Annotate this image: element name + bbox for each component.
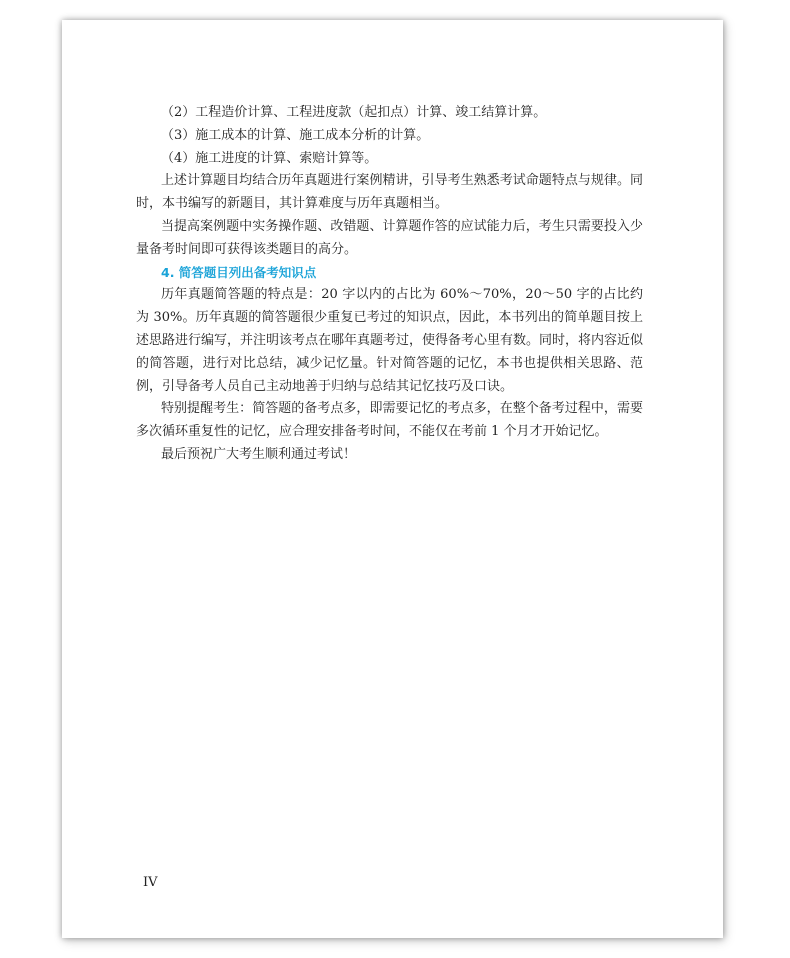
list-item: （4）施工进度的计算、索赔计算等。 [161,150,378,166]
body-paragraph: 历年真题简答题的特点是：20 字以内的占比为 60%～70%，20～50 字的占比约为 30%。历年真题的简答题很少重复已考过的知识点，因此，本书列出的简单题目按上述思路进行编写，并注明该考点在哪年真题考过，使得备考心里有数。同时，将内容近似的简答题，进行对比总结，减少记忆量。针对简答题的记忆，本书也提供相关思路、范例，引导备考人员自己主动地善于归纳与总结其记忆技巧及口诀。 [136,287,644,394]
list-item: （3）施工成本的计算、施工成本分析的计算。 [161,127,430,143]
body-paragraph: 特别提醒考生：简答题的备考点多，即需要记忆的考点多，在整个备考过程中，需要多次循环重复性的记忆，应合理安排备考时间，不能仅在考前 1 个月才开始记忆。 [136,401,643,440]
list-item: （2）工程造价计算、工程进度款（起扣点）计算、竣工结算计算。 [161,105,547,120]
body-paragraph: 当提高案例题中实务操作题、改错题、计算题作答的应试能力后，考生只需要投入少量备考时间即可获得该类题目的高分。 [136,218,643,257]
page-number: IV [143,875,158,890]
section-heading: 4. 简答题目列出备考知识点 [161,264,317,280]
body-paragraph: 上述计算题目均结合历年真题进行案例精讲，引导考生熟悉考试命题特点与规律。同时，本书编写的新题目，其计算难度与历年真题相当。 [136,173,643,212]
page-body [136,102,643,467]
body-paragraph: 最后预祝广大考生顺利通过考试！ [161,446,357,462]
